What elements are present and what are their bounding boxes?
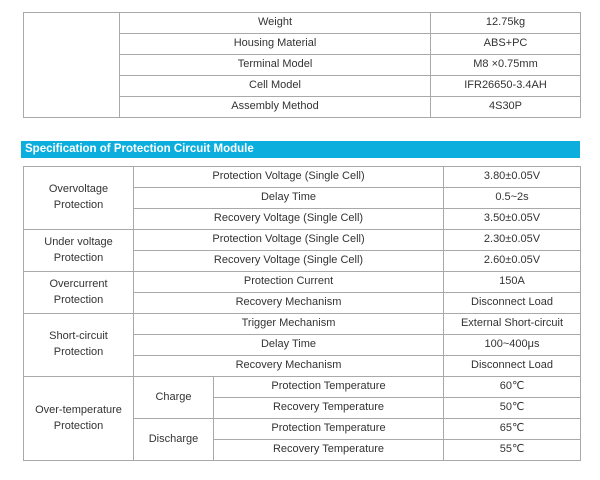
spec-label: Protection Current — [134, 272, 444, 293]
spec-value: 2.60±0.05V — [444, 251, 581, 272]
spec-label: Recovery Temperature — [214, 398, 444, 419]
spec-label: Delay Time — [134, 335, 444, 356]
spec-value: 3.50±0.05V — [444, 209, 581, 230]
spec-value: ABS+PC — [431, 34, 581, 55]
table-row — [24, 13, 581, 34]
spec-label: Recovery Voltage (Single Cell) — [134, 251, 444, 272]
general-empty-cell — [24, 13, 120, 118]
spec-value: 4S30P — [431, 97, 581, 118]
category-cell: Under voltage Protection — [24, 230, 134, 272]
spec-label: Recovery Mechanism — [134, 356, 444, 377]
table-row — [24, 377, 581, 398]
category-cell: Over-temperature Protection — [24, 377, 134, 461]
spec-value: 55℃ — [444, 440, 581, 461]
spec-label: Assembly Method — [120, 97, 431, 118]
spec-value: 3.80±0.05V — [444, 167, 581, 188]
spec-value: 2.30±0.05V — [444, 230, 581, 251]
spec-label: Trigger Mechanism — [134, 314, 444, 335]
spec-label: Recovery Temperature — [214, 440, 444, 461]
spec-label: Cell Model — [120, 76, 431, 97]
category-cell: Overcurrent Protection — [24, 272, 134, 314]
general-spec-table — [23, 12, 581, 118]
pcm-spec-table — [23, 166, 581, 461]
spec-value: 12.75kg — [431, 13, 581, 34]
spec-value: Disconnect Load — [444, 356, 581, 377]
spec-value: 0.5~2s — [444, 188, 581, 209]
spec-label: Recovery Mechanism — [134, 293, 444, 314]
section-header-bar — [21, 141, 580, 158]
spec-label: Protection Voltage (Single Cell) — [134, 167, 444, 188]
mode-cell: Charge — [134, 377, 214, 419]
spec-value: IFR26650-3.4AH — [431, 76, 581, 97]
section-title: Specification of Protection Circuit Module — [25, 143, 254, 155]
table-row — [24, 314, 581, 335]
spec-label: Recovery Voltage (Single Cell) — [134, 209, 444, 230]
spec-value: 50℃ — [444, 398, 581, 419]
category-cell: Overvoltage Protection — [24, 167, 134, 230]
spec-label: Protection Temperature — [214, 377, 444, 398]
table-row — [24, 272, 581, 293]
spec-value: Disconnect Load — [444, 293, 581, 314]
spec-value: 100~400μs — [444, 335, 581, 356]
spec-label: Housing Material — [120, 34, 431, 55]
spec-value: External Short-circuit — [444, 314, 581, 335]
spec-label: Delay Time — [134, 188, 444, 209]
spec-value: 65℃ — [444, 419, 581, 440]
spec-label: Protection Temperature — [214, 419, 444, 440]
mode-cell: Discharge — [134, 419, 214, 461]
spec-label: Weight — [120, 13, 431, 34]
spec-value: 150A — [444, 272, 581, 293]
table-row — [24, 230, 581, 251]
spec-value: 60℃ — [444, 377, 581, 398]
table-row — [24, 167, 581, 188]
spec-value: M8 ×0.75mm — [431, 55, 581, 76]
category-cell: Short-circuit Protection — [24, 314, 134, 377]
spec-label: Terminal Model — [120, 55, 431, 76]
spec-label: Protection Voltage (Single Cell) — [134, 230, 444, 251]
